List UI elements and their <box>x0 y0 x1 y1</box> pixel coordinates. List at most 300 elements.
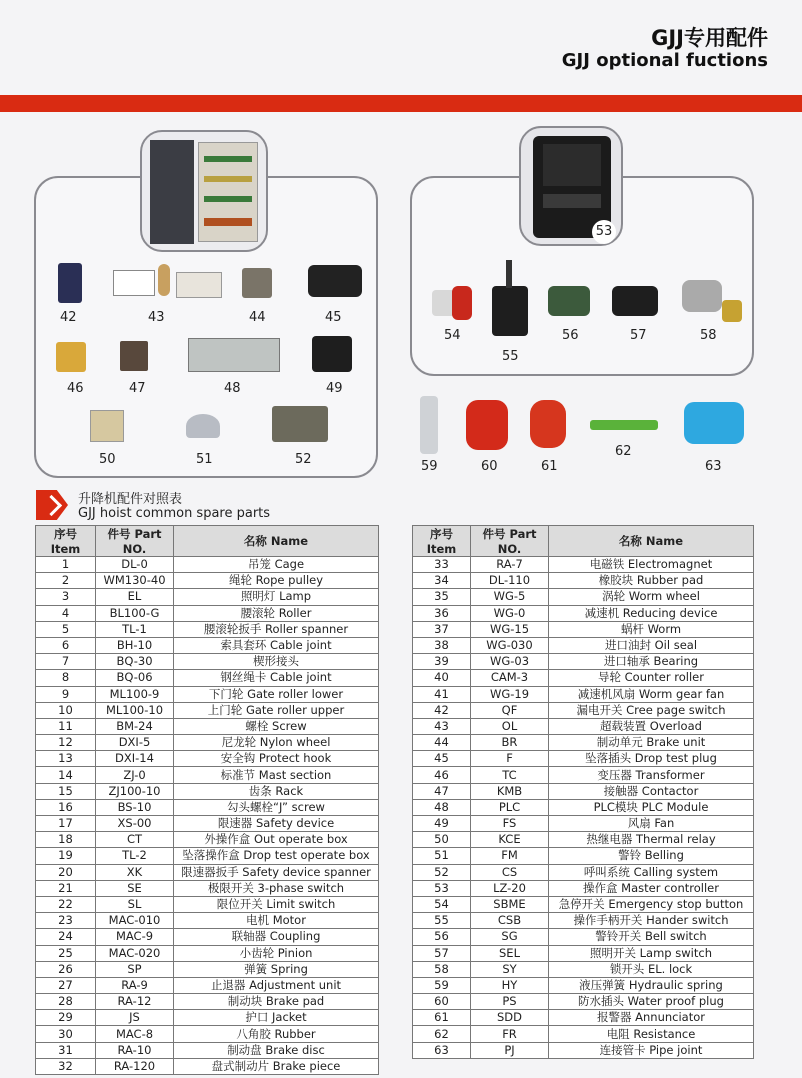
item-number-cell: 57 <box>413 945 471 961</box>
item-number-cell: 54 <box>413 896 471 912</box>
part-name-cell: 限速器 Safety device <box>174 816 379 832</box>
transformer-small-image <box>56 342 86 372</box>
table-row <box>36 864 379 880</box>
item-label: 52 <box>295 452 312 467</box>
part-number-cell: CS <box>471 864 549 880</box>
part-number-cell: SDD <box>471 1010 549 1026</box>
table-row <box>36 751 379 767</box>
table-row <box>36 994 379 1010</box>
item-number-cell: 56 <box>413 929 471 945</box>
part-name-cell: 钢丝绳卡 Cable joint <box>174 670 379 686</box>
table-row <box>36 735 379 751</box>
transformer-image <box>308 265 362 297</box>
part-name-cell: 电阻 Resistance <box>549 1026 754 1042</box>
item-number-cell: 48 <box>413 799 471 815</box>
item-number-cell: 37 <box>413 621 471 637</box>
part-name-cell: 呼叫系统 Calling system <box>549 864 754 880</box>
part-name-cell: 导轮 Counter roller <box>549 670 754 686</box>
table-row <box>413 799 754 815</box>
table-row <box>413 848 754 864</box>
part-name-cell: 限位开关 Limit switch <box>174 896 379 912</box>
drop-test-plug-image <box>242 268 272 298</box>
item-number-cell: 14 <box>36 767 96 783</box>
hydraulic-spring-image <box>420 396 438 454</box>
item-number-cell: 19 <box>36 848 96 864</box>
part-number-cell: MAC-020 <box>96 945 174 961</box>
part-number-cell: MAC-010 <box>96 913 174 929</box>
part-number-cell: PS <box>471 994 549 1010</box>
item-number-cell: 42 <box>413 702 471 718</box>
part-name-cell: 标准节 Mast section <box>174 767 379 783</box>
item-number-cell: 47 <box>413 783 471 799</box>
table-row <box>36 896 379 912</box>
item-number-cell: 59 <box>413 977 471 993</box>
part-name-cell: 盘式制动片 Brake piece <box>174 1058 379 1074</box>
part-name-cell: 漏电开关 Cree page switch <box>549 702 754 718</box>
part-number-cell: SP <box>96 961 174 977</box>
item-number-cell: 50 <box>413 832 471 848</box>
part-name-cell: 八角胶 Rubber <box>174 1026 379 1042</box>
item-label: 56 <box>562 328 579 343</box>
part-number-cell: RA-12 <box>96 994 174 1010</box>
item-number-cell: 40 <box>413 670 471 686</box>
item-number-cell: 31 <box>36 1042 96 1058</box>
part-name-cell: 减速机风扇 Worm gear fan <box>549 686 754 702</box>
item-number-cell: 38 <box>413 637 471 653</box>
part-name-cell: 下门轮 Gate roller lower <box>174 686 379 702</box>
item-number-cell: 34 <box>413 573 471 589</box>
part-number-cell: WM130-40 <box>96 573 174 589</box>
part-number-cell: RA-9 <box>96 977 174 993</box>
part-name-cell: 索具套环 Cable joint <box>174 637 379 653</box>
parts-table-left <box>35 525 379 1075</box>
thermal-relay-image <box>90 410 124 442</box>
part-number-cell: FS <box>471 816 549 832</box>
table-row <box>413 686 754 702</box>
table-row <box>413 621 754 637</box>
item-number-cell: 51 <box>413 848 471 864</box>
bell-switch-image <box>548 286 590 316</box>
part-number-cell: OL <box>471 718 549 734</box>
part-number-cell: BM-24 <box>96 718 174 734</box>
part-number-cell: CSB <box>471 913 549 929</box>
table-row <box>36 929 379 945</box>
col-header-name: 名称 Name <box>174 526 379 557</box>
part-number-cell: SG <box>471 929 549 945</box>
part-name-cell: 护口 Jacket <box>174 1010 379 1026</box>
item-label: 48 <box>224 381 241 396</box>
part-number-cell: SE <box>96 880 174 896</box>
part-name-cell: 尼龙轮 Nylon wheel <box>174 735 379 751</box>
item-number-cell: 53 <box>413 880 471 896</box>
brake-unit-image <box>176 272 222 298</box>
item-number-cell: 49 <box>413 816 471 832</box>
item-number-cell: 25 <box>36 945 96 961</box>
item-label: 62 <box>615 444 632 459</box>
item-label: 58 <box>700 328 717 343</box>
overload-sensor-image <box>158 264 170 296</box>
table-row <box>413 718 754 734</box>
item-number-cell: 1 <box>36 557 96 573</box>
part-number-cell: SEL <box>471 945 549 961</box>
part-number-cell: PJ <box>471 1042 549 1058</box>
item-number-cell: 55 <box>413 913 471 929</box>
item-number-cell: 5 <box>36 621 96 637</box>
part-number-cell: JS <box>96 1010 174 1026</box>
item-label: 44 <box>249 310 266 325</box>
col-header-item: 序号 Item <box>413 526 471 557</box>
item-label: 60 <box>481 459 498 474</box>
part-number-cell: WG-0 <box>471 605 549 621</box>
page-title-zh: GJJ专用配件 <box>651 26 768 50</box>
part-number-cell: TL-1 <box>96 621 174 637</box>
part-name-cell: 操作手柄开关 Hander switch <box>549 913 754 929</box>
item-number-cell: 32 <box>36 1058 96 1074</box>
table-row <box>413 605 754 621</box>
part-name-cell: 勾头螺栓“J” screw <box>174 799 379 815</box>
item-number-cell: 16 <box>36 799 96 815</box>
part-name-cell: 联轴器 Coupling <box>174 929 379 945</box>
part-number-cell: WG-03 <box>471 654 549 670</box>
part-number-cell: PLC <box>471 799 549 815</box>
item-number-cell: 13 <box>36 751 96 767</box>
table-row <box>413 929 754 945</box>
item-number-cell: 41 <box>413 686 471 702</box>
fan-image <box>312 336 352 372</box>
part-number-cell: EL <box>96 589 174 605</box>
item-number-cell: 60 <box>413 994 471 1010</box>
table-row <box>36 637 379 653</box>
item-number-cell: 18 <box>36 832 96 848</box>
part-number-cell: ML100-9 <box>96 686 174 702</box>
item-number-cell: 23 <box>36 913 96 929</box>
part-name-cell: 接触器 Contactor <box>549 783 754 799</box>
part-name-cell: 止退器 Adjustment unit <box>174 977 379 993</box>
item-number-cell: 6 <box>36 637 96 653</box>
part-name-cell: 上门轮 Gate roller upper <box>174 702 379 718</box>
part-number-cell: ZJ-0 <box>96 767 174 783</box>
part-number-cell: DXI-14 <box>96 751 174 767</box>
item-number-cell: 3 <box>36 589 96 605</box>
item-label: 55 <box>502 349 519 364</box>
part-name-cell: 警铃开关 Bell switch <box>549 929 754 945</box>
item-number-cell: 12 <box>36 735 96 751</box>
table-row <box>36 816 379 832</box>
table-row <box>413 816 754 832</box>
table-row <box>413 945 754 961</box>
table-row <box>36 1010 379 1026</box>
part-name-cell: 吊笼 Cage <box>174 557 379 573</box>
table-row <box>413 896 754 912</box>
part-name-cell: 小齿轮 Pinion <box>174 945 379 961</box>
part-name-cell: PLC模块 PLC Module <box>549 799 754 815</box>
item-label: 42 <box>60 310 77 325</box>
part-name-cell: 电机 Motor <box>174 913 379 929</box>
part-name-cell: 腰滚轮 Roller <box>174 605 379 621</box>
pipe-joint-image <box>684 402 744 444</box>
part-number-cell: SY <box>471 961 549 977</box>
table-row <box>36 767 379 783</box>
table-row <box>36 783 379 799</box>
part-name-cell: 螺栓 Screw <box>174 718 379 734</box>
part-name-cell: 进口油封 Oil seal <box>549 637 754 653</box>
contactor-image <box>120 341 148 371</box>
part-number-cell: BQ-06 <box>96 670 174 686</box>
table-row <box>413 913 754 929</box>
red-header-bar <box>0 95 802 112</box>
table-row <box>36 1058 379 1074</box>
item-label: 54 <box>444 328 461 343</box>
col-header-part: 件号 Part NO. <box>471 526 549 557</box>
part-name-cell: 报警器 Annunciator <box>549 1010 754 1026</box>
table-row <box>36 718 379 734</box>
part-number-cell: SL <box>96 896 174 912</box>
table-row <box>36 670 379 686</box>
part-name-cell: 液压弹簧 Hydraulic spring <box>549 977 754 993</box>
part-name-cell: 连接管卡 Pipe joint <box>549 1042 754 1058</box>
part-number-cell: F <box>471 751 549 767</box>
part-number-cell: HY <box>471 977 549 993</box>
item-number-cell: 33 <box>413 557 471 573</box>
part-number-cell: ML100-10 <box>96 702 174 718</box>
table-row <box>36 880 379 896</box>
part-number-cell: MAC-8 <box>96 1026 174 1042</box>
page-title-en: GJJ optional fuctions <box>561 50 768 71</box>
item-label: 45 <box>325 310 342 325</box>
item-number-cell: 24 <box>36 929 96 945</box>
part-name-cell: 腰滚轮扳手 Roller spanner <box>174 621 379 637</box>
part-name-cell: 坠落操作盒 Drop test operate box <box>174 848 379 864</box>
section-title-zh: 升降机配件对照表 <box>78 492 183 507</box>
item-number-cell: 46 <box>413 767 471 783</box>
part-name-cell: 照明灯 Lamp <box>174 589 379 605</box>
calling-system-image <box>272 406 328 442</box>
table-row <box>36 1026 379 1042</box>
waterproof-plug-image <box>466 400 508 450</box>
part-number-cell: BL100-G <box>96 605 174 621</box>
overload-device-image <box>113 270 155 296</box>
table-row <box>413 1010 754 1026</box>
table-row <box>36 799 379 815</box>
part-number-cell: WG-15 <box>471 621 549 637</box>
part-name-cell: 弹簧 Spring <box>174 961 379 977</box>
item-number-cell: 8 <box>36 670 96 686</box>
item-number-cell: 26 <box>36 961 96 977</box>
table-row <box>413 751 754 767</box>
table-row <box>413 832 754 848</box>
leakage-switch-image <box>58 263 82 303</box>
col-header-name: 名称 Name <box>549 526 754 557</box>
table-row <box>413 702 754 718</box>
table-row <box>36 913 379 929</box>
item-number-cell: 20 <box>36 864 96 880</box>
part-name-cell: 进口轴承 Bearing <box>549 654 754 670</box>
item-label: 46 <box>67 381 84 396</box>
part-number-cell: LZ-20 <box>471 880 549 896</box>
part-name-cell: 限速器扳手 Safety device spanner <box>174 864 379 880</box>
part-name-cell: 减速机 Reducing device <box>549 605 754 621</box>
table-row <box>36 557 379 573</box>
part-name-cell: 热继电器 Thermal relay <box>549 832 754 848</box>
item-number-cell: 30 <box>36 1026 96 1042</box>
table-row <box>36 1042 379 1058</box>
resistance-image <box>590 420 658 430</box>
part-name-cell: 操作盒 Master controller <box>549 880 754 896</box>
part-number-cell: MAC-9 <box>96 929 174 945</box>
col-header-item: 序号 Item <box>36 526 96 557</box>
control-cabinet-photo <box>140 130 268 252</box>
part-number-cell: RA-10 <box>96 1042 174 1058</box>
table-row <box>413 589 754 605</box>
item-label: 53 <box>592 220 616 244</box>
part-name-cell: 防水插头 Water proof plug <box>549 994 754 1010</box>
item-number-cell: 61 <box>413 1010 471 1026</box>
item-number-cell: 39 <box>413 654 471 670</box>
table-row <box>413 654 754 670</box>
item-number-cell: 45 <box>413 751 471 767</box>
part-number-cell: KCE <box>471 832 549 848</box>
item-number-cell: 58 <box>413 961 471 977</box>
part-number-cell: FM <box>471 848 549 864</box>
part-name-cell: 橡胶块 Rubber pad <box>549 573 754 589</box>
part-name-cell: 楔形接头 <box>174 654 379 670</box>
part-number-cell: WG-19 <box>471 686 549 702</box>
part-number-cell: TC <box>471 767 549 783</box>
part-number-cell: XS-00 <box>96 816 174 832</box>
item-label: 61 <box>541 459 558 474</box>
part-name-cell: 安全钩 Protect hook <box>174 751 379 767</box>
item-number-cell: 17 <box>36 816 96 832</box>
table-row <box>413 735 754 751</box>
item-number-cell: 22 <box>36 896 96 912</box>
part-name-cell: 制动单元 Brake unit <box>549 735 754 751</box>
table-row <box>413 783 754 799</box>
part-name-cell: 绳轮 Rope pulley <box>174 573 379 589</box>
part-number-cell: WG-5 <box>471 589 549 605</box>
part-name-cell: 坠落插头 Drop test plug <box>549 751 754 767</box>
part-number-cell: TL-2 <box>96 848 174 864</box>
item-number-cell: 43 <box>413 718 471 734</box>
key-lock-image <box>682 280 722 312</box>
part-number-cell: XK <box>96 864 174 880</box>
part-number-cell: WG-030 <box>471 637 549 653</box>
joystick-lever-image <box>506 260 512 288</box>
part-number-cell: FR <box>471 1026 549 1042</box>
table-row <box>413 864 754 880</box>
item-label: 49 <box>326 381 343 396</box>
item-label: 59 <box>421 459 438 474</box>
table-row <box>36 621 379 637</box>
table-row <box>413 880 754 896</box>
part-name-cell: 涡轮 Worm wheel <box>549 589 754 605</box>
part-number-cell: QF <box>471 702 549 718</box>
part-name-cell: 外操作盒 Out operate box <box>174 832 379 848</box>
table-row <box>413 994 754 1010</box>
item-number-cell: 62 <box>413 1026 471 1042</box>
item-number-cell: 9 <box>36 686 96 702</box>
table-row <box>413 557 754 573</box>
part-number-cell: SBME <box>471 896 549 912</box>
table-row <box>36 605 379 621</box>
item-number-cell: 35 <box>413 589 471 605</box>
part-name-cell: 电磁铁 Electromagnet <box>549 557 754 573</box>
item-number-cell: 44 <box>413 735 471 751</box>
item-label: 57 <box>630 328 647 343</box>
part-name-cell: 蜗杆 Worm <box>549 621 754 637</box>
col-header-part: 件号 Part NO. <box>96 526 174 557</box>
part-name-cell: 照明开关 Lamp switch <box>549 945 754 961</box>
table-row <box>36 654 379 670</box>
part-number-cell: RA-7 <box>471 557 549 573</box>
table-row <box>413 961 754 977</box>
annunciator-image <box>530 400 566 448</box>
parts-table-right <box>412 525 754 1059</box>
part-number-cell: RA-120 <box>96 1058 174 1074</box>
item-number-cell: 10 <box>36 702 96 718</box>
part-number-cell: BS-10 <box>96 799 174 815</box>
table-row <box>36 686 379 702</box>
item-label: 47 <box>129 381 146 396</box>
item-number-cell: 29 <box>36 1010 96 1026</box>
part-name-cell: 急停开关 Emergency stop button <box>549 896 754 912</box>
item-number-cell: 2 <box>36 573 96 589</box>
table-row <box>413 573 754 589</box>
table-row <box>36 961 379 977</box>
section-title-en: GJJ hoist common spare parts <box>78 506 271 521</box>
item-number-cell: 21 <box>36 880 96 896</box>
item-number-cell: 11 <box>36 718 96 734</box>
part-name-cell: 锁开头 EL. lock <box>549 961 754 977</box>
table-row <box>36 977 379 993</box>
part-number-cell: BQ-30 <box>96 654 174 670</box>
part-name-cell: 制动块 Brake pad <box>174 994 379 1010</box>
lamp-switch-image <box>612 286 658 316</box>
part-number-cell: CAM-3 <box>471 670 549 686</box>
joystick-image <box>492 286 528 336</box>
part-number-cell: DL-110 <box>471 573 549 589</box>
table-row <box>413 670 754 686</box>
part-number-cell: BR <box>471 735 549 751</box>
part-name-cell: 警铃 Belling <box>549 848 754 864</box>
part-name-cell: 齿条 Rack <box>174 783 379 799</box>
item-label: 50 <box>99 452 116 467</box>
item-number-cell: 52 <box>413 864 471 880</box>
part-number-cell: KMB <box>471 783 549 799</box>
part-name-cell: 制动盘 Brake disc <box>174 1042 379 1058</box>
arrow-right-icon <box>36 490 68 520</box>
part-number-cell: DL-0 <box>96 557 174 573</box>
table-row <box>413 977 754 993</box>
part-name-cell: 变压器 Transformer <box>549 767 754 783</box>
item-number-cell: 36 <box>413 605 471 621</box>
table-row <box>413 637 754 653</box>
table-row <box>36 832 379 848</box>
table-row <box>36 573 379 589</box>
emergency-stop-cap-image <box>452 286 472 320</box>
item-number-cell: 27 <box>36 977 96 993</box>
table-row <box>36 848 379 864</box>
item-number-cell: 63 <box>413 1042 471 1058</box>
bell-image <box>186 414 220 438</box>
part-number-cell: CT <box>96 832 174 848</box>
key-image <box>722 300 742 322</box>
item-label: 43 <box>148 310 165 325</box>
part-number-cell: DXI-5 <box>96 735 174 751</box>
table-row <box>36 945 379 961</box>
part-number-cell: ZJ100-10 <box>96 783 174 799</box>
part-number-cell: BH-10 <box>96 637 174 653</box>
table-row <box>413 1042 754 1058</box>
